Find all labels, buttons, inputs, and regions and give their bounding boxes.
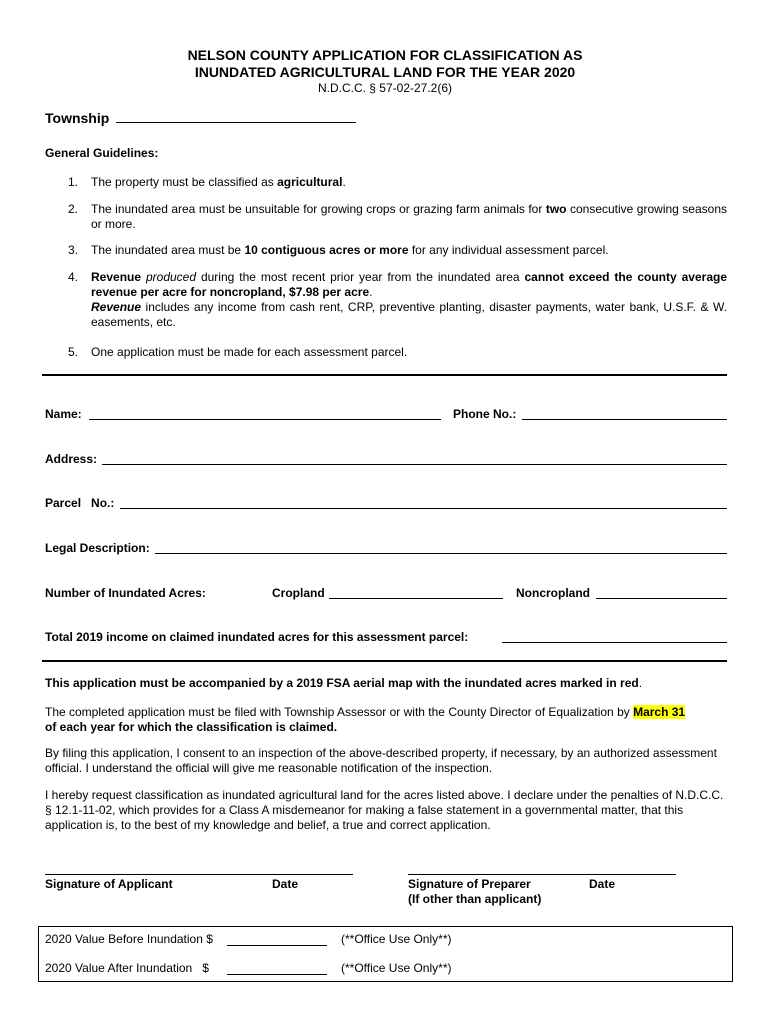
township-label: Township bbox=[45, 110, 110, 126]
address-label: Address: bbox=[45, 452, 98, 466]
legal-description-label: Legal Description: bbox=[45, 541, 150, 555]
fsa-map-note: This application must be accompanied by a 2019 FSA aerial map with the inundated acres marked in red. bbox=[45, 676, 643, 690]
guideline-number: 2. bbox=[68, 202, 79, 216]
guideline-2: The inundated area must be unsuitable for growing crops or grazing farm animals for two consecutive growing seasons or more. bbox=[91, 202, 728, 231]
legal-description-field[interactable] bbox=[155, 539, 727, 554]
preparer-sub-label: (If other than applicant) bbox=[408, 892, 542, 906]
township-field[interactable] bbox=[116, 108, 356, 123]
guideline-4: Revenue produced during the most recent prior year from the inundated area cannot exceed the county average revenue per acre for noncropland, $7.98 per acre. Revenue includes any income from cash rent, CRP, preventive planting, disaster payments, water bank, U.S.F. & W. easements, etc. bbox=[91, 270, 727, 329]
guideline-number: 1. bbox=[68, 175, 79, 189]
guideline-number: 5. bbox=[68, 345, 79, 359]
cropland-label: Cropland bbox=[272, 586, 325, 600]
section-divider bbox=[42, 660, 727, 662]
statute-reference: N.D.C.C. § 57-02-27.2(6) bbox=[317, 81, 453, 95]
income-label: Total 2019 income on claimed inundated acres for this assessment parcel: bbox=[45, 630, 469, 644]
noncropland-field[interactable] bbox=[596, 584, 727, 599]
filing-deadline-note: The completed application must be filed with Township Assessor or with the County Director of Equalization by March 31 of each year for which the classification is claimed. bbox=[45, 705, 686, 734]
section-divider bbox=[42, 374, 727, 376]
guideline-3: The inundated area must be 10 contiguous acres or more for any individual assessment parcel. bbox=[91, 243, 609, 257]
inundated-acres-label: Number of Inundated Acres: bbox=[45, 586, 206, 600]
applicant-date-label: Date bbox=[272, 877, 299, 891]
guideline-number: 4. bbox=[68, 270, 79, 284]
value-before-label: 2020 Value Before Inundation $ bbox=[45, 932, 213, 946]
parcel-label: Parcel No.: bbox=[45, 496, 115, 510]
form-title-line1: NELSON COUNTY APPLICATION FOR CLASSIFICATION AS bbox=[187, 47, 583, 63]
guideline-1: The property must be classified as agricultural. bbox=[91, 175, 346, 189]
preparer-signature-label: Signature of Preparer bbox=[408, 877, 531, 891]
inspection-consent: By filing this application, I consent to an inspection of the above-described property, if necessary, by an authorized assessment official. I understand the official will give me reasonable notification of the inspection. bbox=[45, 746, 717, 775]
cropland-field[interactable] bbox=[329, 584, 503, 599]
form-title-line2: INUNDATED AGRICULTURAL LAND FOR THE YEAR 2020 bbox=[194, 64, 576, 80]
applicant-signature-label: Signature of Applicant bbox=[45, 877, 173, 891]
phone-label: Phone No.: bbox=[453, 407, 517, 421]
name-label: Name: bbox=[45, 407, 82, 421]
address-field[interactable] bbox=[102, 450, 727, 465]
phone-field[interactable] bbox=[522, 405, 727, 420]
parcel-field[interactable] bbox=[120, 494, 727, 509]
office-use-note: (**Office Use Only**) bbox=[341, 932, 452, 946]
applicant-signature-line[interactable] bbox=[45, 874, 353, 875]
value-after-label: 2020 Value After Inundation $ bbox=[45, 961, 209, 975]
noncropland-label: Noncropland bbox=[516, 586, 590, 600]
name-field[interactable] bbox=[89, 405, 441, 420]
preparer-date-label: Date bbox=[589, 877, 616, 891]
value-before-field[interactable] bbox=[227, 931, 327, 946]
value-after-field[interactable] bbox=[227, 960, 327, 975]
guideline-5: One application must be made for each assessment parcel. bbox=[91, 345, 408, 359]
guidelines-heading: General Guidelines: bbox=[45, 146, 159, 160]
guideline-number: 3. bbox=[68, 243, 79, 257]
preparer-signature-line[interactable] bbox=[408, 874, 676, 875]
declaration-text: I hereby request classification as inundated agricultural land for the acres listed above. I declare under the penalties of N.D.C.C. § 12.1-11-02, which provides for a Class A misdemeanor for making a false statement in a governmental matter, that this application is, to the best of my knowledge and belief, a true and correct application. bbox=[45, 788, 724, 832]
income-field[interactable] bbox=[502, 628, 727, 643]
office-use-note: (**Office Use Only**) bbox=[341, 961, 452, 975]
